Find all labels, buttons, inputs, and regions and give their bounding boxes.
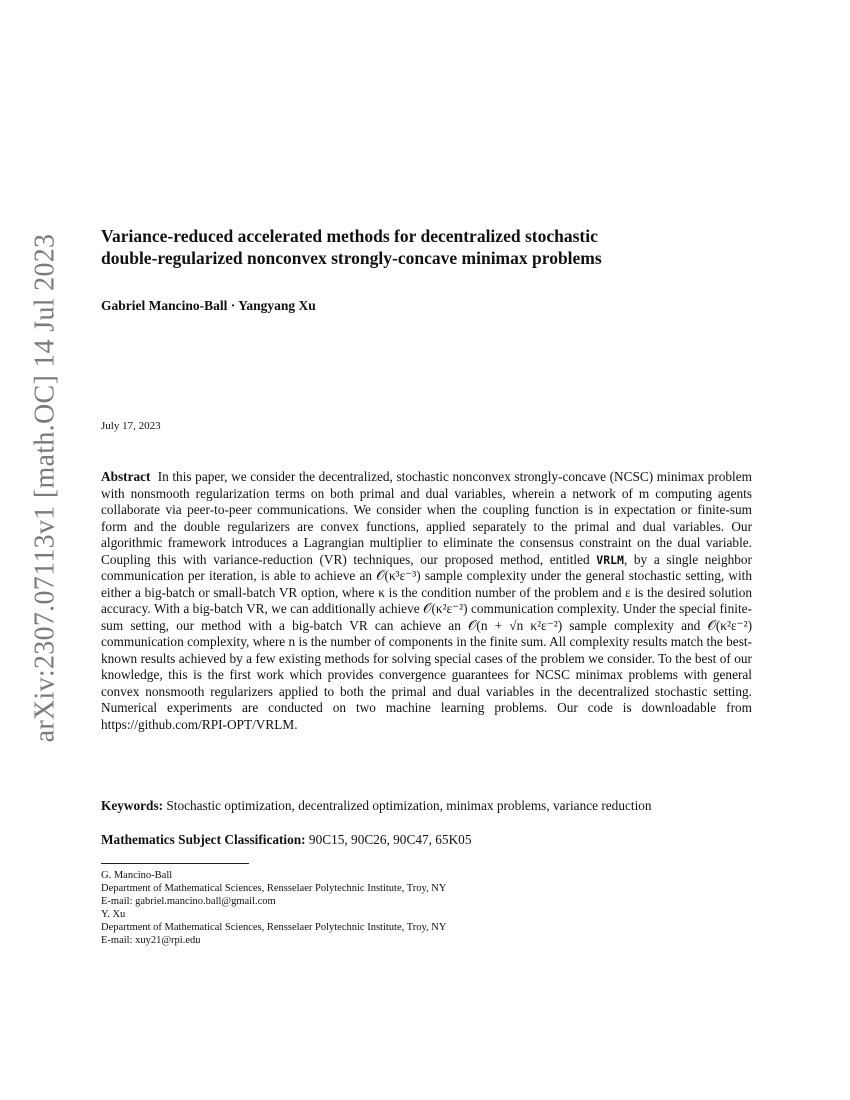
msc-label: Mathematics Subject Classification: — [101, 832, 306, 847]
msc-text: 90C15, 90C26, 90C47, 65K05 — [305, 832, 472, 847]
paper-date: July 17, 2023 — [101, 420, 161, 432]
abstract-text-part-1: In this paper, we consider the decentralized, stochastic nonconvex strongly-concave (NCSC) minimax problem with nonsmooth regularization terms on both primal and dual variables, wherein a network of m computing agents collaborate via peer-to-peer communications. We consider when the coupling function is in expectation or finite-sum form and the double regularizers are convex functions, applied separately to the primal and dual variables. Our algorithmic framework introduces a Lagrangian multiplier to eliminate the consensus constraint on the dual variable. Coupling this with variance-reduction (VR) techniques, our proposed method, entitled — [101, 469, 752, 567]
footnote-author-2-email: E-mail: xuy21@rpi.edu — [101, 934, 201, 946]
authors: Gabriel Mancino-Ball · Yangyang Xu — [101, 298, 316, 313]
footnote-author-1-affiliation: Department of Mathematical Sciences, Rensselaer Polytechnic Institute, Troy, NY — [101, 882, 447, 894]
keywords-text: Stochastic optimization, decentralized optimization, minimax problems, variance reduction — [163, 798, 652, 813]
arxiv-side-label: arXiv:2307.07113v1 [math.OC] 14 Jul 2023 — [29, 233, 61, 742]
abstract-label: Abstract — [101, 469, 151, 484]
keywords — [101, 798, 752, 814]
footnote-author-2-affiliation: Department of Mathematical Sciences, Rensselaer Polytechnic Institute, Troy, NY — [101, 921, 447, 933]
footnote-rule — [101, 863, 249, 864]
msc-classification — [101, 832, 752, 848]
arxiv-side-label-container — [25, 233, 65, 742]
title-line-1: Variance-reduced accelerated methods for decentralized stochastic — [101, 226, 598, 246]
footnote-author-2-name: Y. Xu — [101, 908, 126, 920]
abstract-text-part-2: , by a single neighbor communication per iteration, is able to achieve an 𝒪(κ³ε⁻³) sample complexity under the general stochastic setting, with either a big-batch or small-batch VR option, where κ is the condition number of the problem and ε is the desired solution accuracy. With a big-batch VR, we can additionally achieve 𝒪(κ²ε⁻²) communication complexity. Under the special finite-sum setting, our method with a big-batch VR can achieve an 𝒪(n + √n κ²ε⁻²) sample complexity and 𝒪(κ²ε⁻²) communication complexity, where n is the number of components in the finite sum. All complexity results match the best-known results achieved by a few existing methods for solving special cases of the problem we consider. To the best of our knowledge, this is the first work which provides convergence guarantees for NCSC minimax problems with general convex nonsmooth regularizers applied to both the primal and dual variables in the decentralized stochastic setting. Numerical experiments are conducted on two machine learning problems. Our code is downloadable from https://github.com/RPI-OPT/VRLM. — [101, 551, 752, 732]
footnote-author-1-name: G. Mancino-Ball — [101, 870, 173, 881]
footnote — [101, 870, 752, 947]
method-name: VRLM — [596, 552, 624, 567]
keywords-label: Keywords: — [101, 798, 164, 813]
abstract — [101, 469, 752, 733]
footnote-author-1-email: E-mail: gabriel.mancino.ball@gmail.com — [101, 895, 276, 907]
paper-title — [101, 226, 752, 269]
title-line-2: double-regularized nonconvex strongly-concave minimax problems — [101, 247, 602, 268]
